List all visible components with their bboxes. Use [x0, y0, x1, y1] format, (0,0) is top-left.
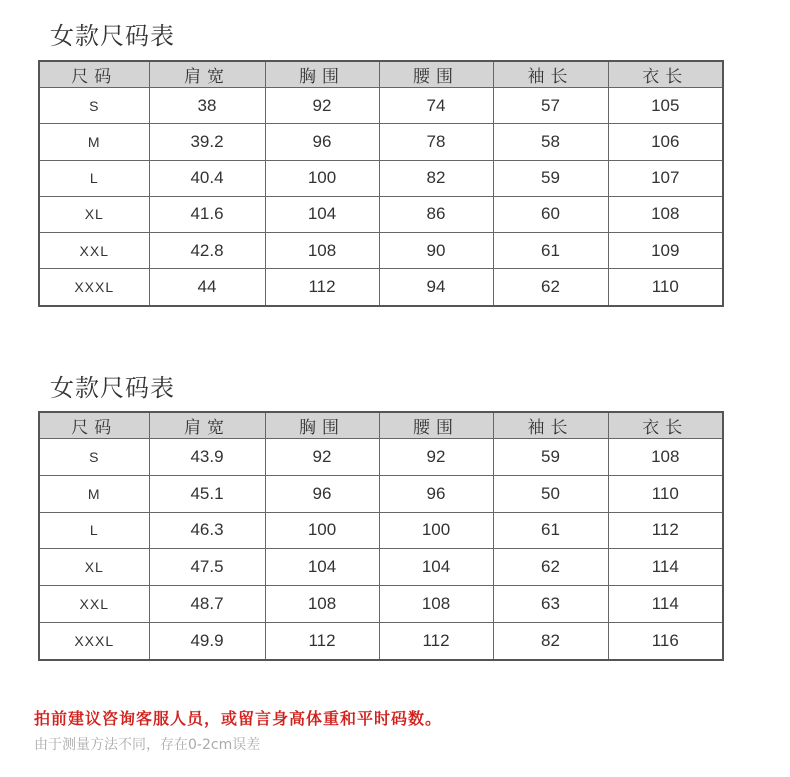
- table-header-row: [39, 61, 723, 88]
- measurement-cell: 104: [265, 196, 379, 232]
- measurement-cell: 112: [608, 512, 723, 549]
- measurement-cell: 58: [493, 124, 608, 160]
- measurement-cell: 105: [608, 88, 723, 124]
- measurement-cell: 61: [493, 233, 608, 269]
- measurement-cell: 49.9: [149, 622, 265, 660]
- measurement-cell: 92: [265, 88, 379, 124]
- measurement-cell: 42.8: [149, 233, 265, 269]
- measurement-cell: 104: [265, 549, 379, 586]
- column-header: 腰围: [379, 412, 493, 439]
- measurement-cell: 100: [265, 160, 379, 196]
- consult-advice-note: 拍前建议咨询客服人员，或留言身高体重和平时码数。: [34, 709, 443, 728]
- size-label-cell: XL: [39, 196, 149, 232]
- measurement-cell: 108: [608, 439, 723, 476]
- measurement-cell: 59: [493, 439, 608, 476]
- measurement-cell: 38: [149, 88, 265, 124]
- table-row: [39, 160, 723, 196]
- measurement-cell: 116: [608, 622, 723, 660]
- measurement-cell: 46.3: [149, 512, 265, 549]
- column-header: 衣长: [608, 412, 723, 439]
- measurement-cell: 100: [265, 512, 379, 549]
- measurement-cell: 108: [265, 586, 379, 623]
- size-label-cell: M: [39, 475, 149, 512]
- measurement-cell: 50: [493, 475, 608, 512]
- measurement-cell: 94: [379, 269, 493, 306]
- measurement-cell: 106: [608, 124, 723, 160]
- size-label-cell: XL: [39, 549, 149, 586]
- table-row: [39, 124, 723, 160]
- measurement-cell: 114: [608, 586, 723, 623]
- size-chart-title-2: 女款尺码表: [50, 374, 175, 402]
- column-header: 腰围: [379, 61, 493, 88]
- measurement-cell: 96: [379, 475, 493, 512]
- column-header: 尺码: [39, 412, 149, 439]
- column-header: 肩宽: [149, 61, 265, 88]
- measurement-cell: 104: [379, 549, 493, 586]
- measurement-cell: 108: [265, 233, 379, 269]
- table-row: [39, 88, 723, 124]
- measurement-cell: 96: [265, 475, 379, 512]
- column-header: 胸围: [265, 61, 379, 88]
- table-row: [39, 622, 723, 660]
- table-row: [39, 475, 723, 512]
- size-chart-table-2: [38, 411, 724, 661]
- measurement-cell: 43.9: [149, 439, 265, 476]
- measurement-cell: 40.4: [149, 160, 265, 196]
- measurement-cell: 112: [265, 622, 379, 660]
- column-header: 袖长: [493, 61, 608, 88]
- measurement-cell: 44: [149, 269, 265, 306]
- table-row: [39, 549, 723, 586]
- column-header: 衣长: [608, 61, 723, 88]
- measurement-cell: 57: [493, 88, 608, 124]
- table-row: [39, 439, 723, 476]
- measurement-cell: 90: [379, 233, 493, 269]
- measurement-cell: 61: [493, 512, 608, 549]
- measurement-cell: 100: [379, 512, 493, 549]
- size-label-cell: L: [39, 160, 149, 196]
- column-header: 袖长: [493, 412, 608, 439]
- column-header: 胸围: [265, 412, 379, 439]
- table-row: [39, 269, 723, 306]
- measurement-cell: 74: [379, 88, 493, 124]
- size-label-cell: XXL: [39, 233, 149, 269]
- size-chart-table-1: [38, 60, 724, 307]
- measurement-cell: 109: [608, 233, 723, 269]
- measurement-cell: 45.1: [149, 475, 265, 512]
- size-label-cell: XXL: [39, 586, 149, 623]
- table-row: [39, 233, 723, 269]
- measurement-cell: 96: [265, 124, 379, 160]
- measurement-cell: 63: [493, 586, 608, 623]
- size-label-cell: M: [39, 124, 149, 160]
- measurement-cell: 62: [493, 269, 608, 306]
- measurement-cell: 59: [493, 160, 608, 196]
- measurement-cell: 112: [265, 269, 379, 306]
- size-chart-title-1: 女款尺码表: [50, 22, 175, 50]
- measurement-cell: 110: [608, 269, 723, 306]
- size-label-cell: XXXL: [39, 622, 149, 660]
- measurement-cell: 108: [379, 586, 493, 623]
- column-header: 肩宽: [149, 412, 265, 439]
- measurement-cell: 92: [379, 439, 493, 476]
- size-label-cell: S: [39, 88, 149, 124]
- measurement-cell: 47.5: [149, 549, 265, 586]
- measurement-cell: 92: [265, 439, 379, 476]
- measurement-cell: 112: [379, 622, 493, 660]
- measurement-cell: 107: [608, 160, 723, 196]
- measurement-cell: 62: [493, 549, 608, 586]
- measurement-cell: 82: [493, 622, 608, 660]
- measurement-cell: 60: [493, 196, 608, 232]
- column-header: 尺码: [39, 61, 149, 88]
- table-row: [39, 586, 723, 623]
- measurement-cell: 48.7: [149, 586, 265, 623]
- table-row: [39, 512, 723, 549]
- size-label-cell: XXXL: [39, 269, 149, 306]
- measurement-cell: 41.6: [149, 196, 265, 232]
- measurement-cell: 86: [379, 196, 493, 232]
- measurement-cell: 39.2: [149, 124, 265, 160]
- measurement-cell: 108: [608, 196, 723, 232]
- table-row: [39, 196, 723, 232]
- size-label-cell: L: [39, 512, 149, 549]
- measurement-cell: 110: [608, 475, 723, 512]
- size-label-cell: S: [39, 439, 149, 476]
- measurement-cell: 78: [379, 124, 493, 160]
- measurement-tolerance-note: 由于测量方法不同，存在0-2cm误差: [34, 737, 261, 753]
- measurement-cell: 114: [608, 549, 723, 586]
- table-header-row: [39, 412, 723, 439]
- measurement-cell: 82: [379, 160, 493, 196]
